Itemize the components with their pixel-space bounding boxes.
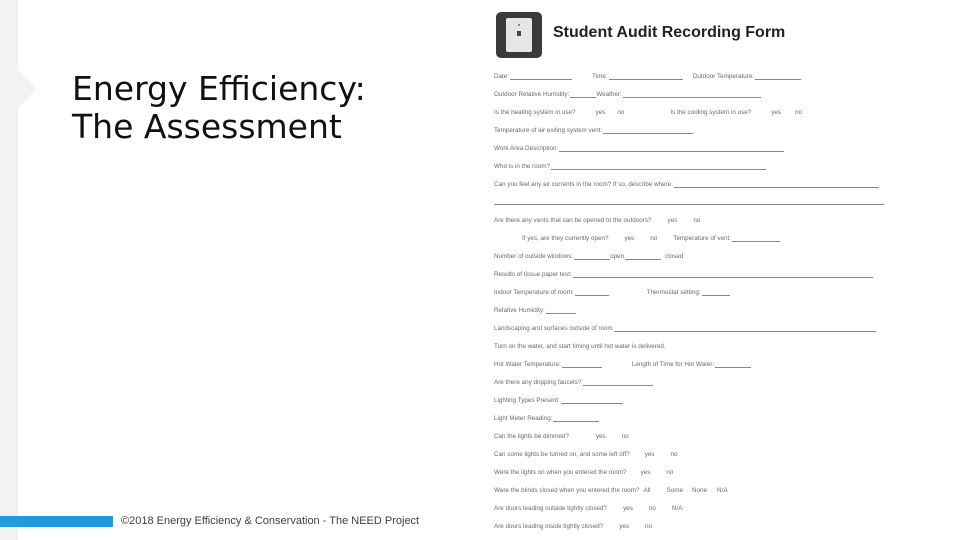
outside-doors-question: Are doors leading outside tightly closed? <box>494 505 608 512</box>
light-meter-label: Light Meter Reading: <box>494 415 553 422</box>
form-row-lights-partial <box>494 451 678 458</box>
form-row-air-currents <box>494 181 879 188</box>
form-row-faucets <box>494 379 653 386</box>
lights-partial-yes: yes <box>644 451 655 458</box>
form-row-lighting-types <box>494 397 623 404</box>
vents-open-question: If yes, are they currently open? <box>522 235 609 242</box>
lights-on-no: no <box>666 469 674 476</box>
form-row-tissue <box>494 271 873 278</box>
relative-humidity-label: Relative Humidity: <box>494 307 545 314</box>
blinds-na: N/A <box>717 487 728 494</box>
form-row-landscaping <box>494 325 876 332</box>
vents-question: Are there any vents that can be opened to the outdoors? <box>494 217 652 224</box>
weather-label: Weather: <box>596 91 622 98</box>
indoor-temp-label: Indoor Temperature of room: <box>494 289 574 296</box>
lights-on-yes: yes <box>640 469 651 476</box>
landscaping-label: Landscaping and surfaces outside of room <box>494 325 613 332</box>
windows-label: Number of outside windows: <box>494 253 574 260</box>
vents-yes: yes <box>667 217 678 224</box>
vents-no: no <box>693 217 701 224</box>
form-header <box>494 10 794 62</box>
heating-yes: yes <box>595 109 606 116</box>
blinds-question: Were the blinds closed when you entered the room? <box>494 487 640 494</box>
lights-on-question: Were the lights on when you entered the room? <box>494 469 627 476</box>
who-label: Who is in the room? <box>494 163 550 170</box>
form-row-work-area <box>494 145 784 152</box>
dimmed-question: Can the lights be dimmed? <box>494 433 569 440</box>
blinds-all: All <box>643 487 651 494</box>
form-row-dimmed <box>494 433 629 440</box>
outside-doors-na: N/A <box>671 505 683 512</box>
dimmed-yes: yes <box>595 433 606 440</box>
form-row-heating <box>494 109 802 116</box>
time-label: Time: <box>592 73 608 80</box>
heating-no: no <box>617 109 625 116</box>
form-row-windows <box>494 253 683 260</box>
work-area-label: Work Area Description: <box>494 145 559 152</box>
form-row-who <box>494 163 766 170</box>
form-row-humidity <box>494 91 761 98</box>
vent-temp-label: Temperature of air exiting system vent: <box>494 127 603 134</box>
light-switch-icon <box>496 12 542 58</box>
slide-title: Energy Efficiency: The Assessment <box>72 69 366 146</box>
windows-closed: closed <box>665 253 684 260</box>
form-row-vent-temp <box>494 127 693 134</box>
windows-open: open <box>610 253 625 260</box>
vents-open-no: no <box>650 235 658 242</box>
outside-doors-yes: yes <box>623 505 633 512</box>
footer-accent-bar <box>0 516 113 527</box>
form-row-indoor-temp <box>494 289 730 296</box>
blinds-none: None <box>691 487 708 494</box>
heating-question: Is the heating system in use? <box>494 109 576 116</box>
form-row-date <box>494 73 801 80</box>
form-row-hot-water <box>494 361 751 368</box>
lighting-types-label: Lighting Types Present: <box>494 397 560 404</box>
audit-form-image <box>494 10 894 540</box>
hot-water-temp-label: Hot Water Temperature: <box>494 361 561 368</box>
dimmed-no: no <box>621 433 629 440</box>
form-row-vents <box>494 217 700 224</box>
form-row-water-instruction <box>494 343 666 350</box>
inside-doors-question: Are doors leading inside tightly closed? <box>494 523 604 530</box>
form-row-blinds <box>494 487 728 494</box>
thermostat-label: Thermostat setting: <box>646 289 701 296</box>
lights-partial-question: Can some lights be turned on, and some left off? <box>494 451 630 458</box>
vent-temp-2-label: Temperature of vent: <box>673 235 732 242</box>
faucets-label: Are there any dripping faucets? <box>494 379 582 386</box>
form-row-vents-open <box>522 235 780 242</box>
form-row-inside-doors <box>494 523 652 530</box>
lights-partial-no: no <box>670 451 678 458</box>
tissue-test-label: Results of tissue paper test: <box>494 271 572 278</box>
vents-open-yes: yes <box>624 235 635 242</box>
form-blank-line <box>494 204 884 205</box>
form-row-outside-doors <box>494 505 682 512</box>
form-row-lights-on <box>494 469 673 476</box>
cooling-no: no <box>795 109 803 116</box>
date-label: Date: <box>494 73 510 80</box>
blinds-some: Some <box>666 487 683 494</box>
outdoor-humidity-label: Outdoor Relative Humidity: <box>494 91 570 98</box>
cooling-yes: yes <box>771 109 782 116</box>
air-currents-label: Can you feel any air currents in the room? If so, describe where: <box>494 181 673 188</box>
title-arrow-marker <box>18 70 36 108</box>
form-row-rel-humidity <box>494 307 576 314</box>
water-instruction: Turn on the water, and start timing until hot water is delivered. <box>494 343 666 350</box>
outside-doors-no: no <box>648 505 656 512</box>
inside-doors-yes: yes <box>619 523 630 530</box>
cooling-question: Is the cooling system in use? <box>670 109 752 116</box>
form-title: Student Audit Recording Form <box>553 24 786 41</box>
outdoor-temp-label: Outdoor Temperature: <box>692 73 755 80</box>
hot-water-time-label: Length of Time for Hot Water: <box>631 361 715 368</box>
footer-copyright: ©2018 Energy Efficiency & Conservation - The NEED Project <box>121 515 420 527</box>
left-edge-strip <box>0 0 18 540</box>
form-row-light-meter <box>494 415 599 422</box>
inside-doors-no: no <box>645 523 653 530</box>
